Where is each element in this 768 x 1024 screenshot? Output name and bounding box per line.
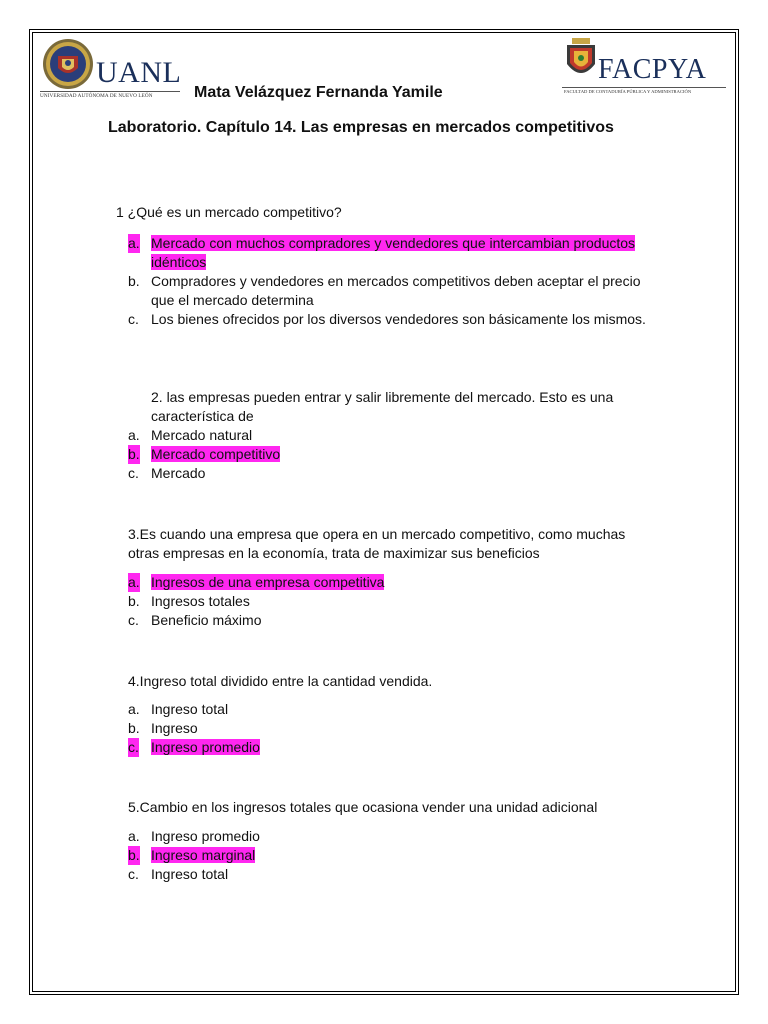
question-2-option-c — [128, 464, 648, 483]
uanl-seal-icon — [42, 38, 94, 90]
uanl-logo-text: UANL — [96, 56, 182, 89]
option-text: Ingreso promedio — [151, 739, 260, 755]
option-letter: c. — [128, 311, 139, 327]
question-4-options — [128, 700, 648, 757]
facpya-logo — [560, 38, 730, 100]
option-text: Los bienes ofrecidos por los diversos vendedores son básicamente los mismos. — [151, 311, 646, 327]
question-2-option-a — [128, 426, 648, 445]
option-text: Mercado competitivo — [151, 446, 281, 462]
question-3-option-a — [128, 573, 648, 592]
option-letter: a. — [128, 427, 140, 443]
question-3-option-c — [128, 611, 648, 630]
question-2-option-b — [128, 445, 648, 464]
option-text: Ingreso total — [151, 701, 229, 717]
option-letter: a. — [128, 235, 140, 251]
option-letter: c. — [128, 866, 139, 882]
question-2-text: 2. las empresas pueden entrar y salir libremente del mercado. Esto es una característica de — [151, 389, 614, 424]
option-text: Ingresos de una empresa competitiva — [151, 574, 385, 590]
option-text: Mercado natural — [151, 427, 253, 443]
question-5-option-b — [128, 846, 648, 865]
question-1-text: 1 ¿Qué es un mercado competitivo? — [116, 204, 342, 220]
question-1-option-b — [128, 272, 648, 310]
option-letter: c. — [128, 612, 139, 628]
option-text: Beneficio máximo — [151, 612, 262, 628]
facpya-shield-icon — [564, 38, 598, 82]
question-4-option-a — [128, 700, 648, 719]
document-title: Laboratorio. Capítulo 14. Las empresas en mercados competitivos — [108, 119, 614, 136]
uanl-logo-rule — [40, 91, 180, 92]
option-letter: a. — [128, 574, 140, 590]
question-2-options — [128, 426, 648, 483]
option-text: Ingreso — [151, 720, 198, 736]
option-letter: b. — [128, 720, 140, 736]
option-text: Ingreso promedio — [151, 828, 260, 844]
question-4-option-b — [128, 719, 648, 738]
question-5-text: 5.Cambio en los ingresos totales que ocasiona vender una unidad adicional — [128, 799, 598, 815]
question-5-option-c — [128, 865, 648, 884]
uanl-logo — [40, 38, 190, 102]
option-letter: c. — [128, 465, 139, 481]
question-4-option-c — [128, 738, 648, 757]
option-text: Compradores y vendedores en mercados competitivos deben aceptar el precio que el mercado determina — [151, 273, 641, 308]
option-text: Ingreso total — [151, 866, 229, 882]
question-1-option-c — [128, 310, 648, 329]
option-letter: a. — [128, 828, 140, 844]
option-letter: b. — [128, 593, 140, 609]
student-name: Mata Velázquez Fernanda Yamile — [194, 84, 443, 101]
question-3-text: 3.Es cuando una empresa que opera en un mercado competitivo, como muchas otras empresas en la economía, trata de maximizar sus beneficios — [128, 526, 626, 561]
facpya-logo-subtext: FACULTAD DE CONTADURÍA PÚBLICA Y ADMINISTRACIÓN — [564, 89, 692, 94]
option-text: Ingresos totales — [151, 593, 250, 609]
facpya-logo-rule — [562, 87, 726, 88]
question-5-option-a — [128, 827, 648, 846]
question-3-option-b — [128, 592, 648, 611]
question-1-options — [128, 234, 648, 329]
option-text: Ingreso marginal — [151, 847, 256, 863]
option-letter: b. — [128, 446, 140, 462]
question-5-options — [128, 827, 648, 884]
uanl-logo-subtext: UNIVERSIDAD AUTÓNOMA DE NUEVO LEÓN — [40, 93, 153, 99]
option-letter: a. — [128, 701, 140, 717]
option-text: Mercado — [151, 465, 206, 481]
facpya-logo-text: FACPYA — [598, 54, 707, 85]
option-text: Mercado con muchos compradores y vendedores que intercambian productos idénticos — [151, 235, 636, 270]
option-letter: c. — [128, 739, 139, 755]
question-3-options — [128, 573, 648, 630]
question-4-text: 4.Ingreso total dividido entre la cantidad vendida. — [128, 673, 433, 689]
option-letter: b. — [128, 273, 140, 289]
question-1-option-a — [128, 234, 648, 272]
option-letter: b. — [128, 847, 140, 863]
